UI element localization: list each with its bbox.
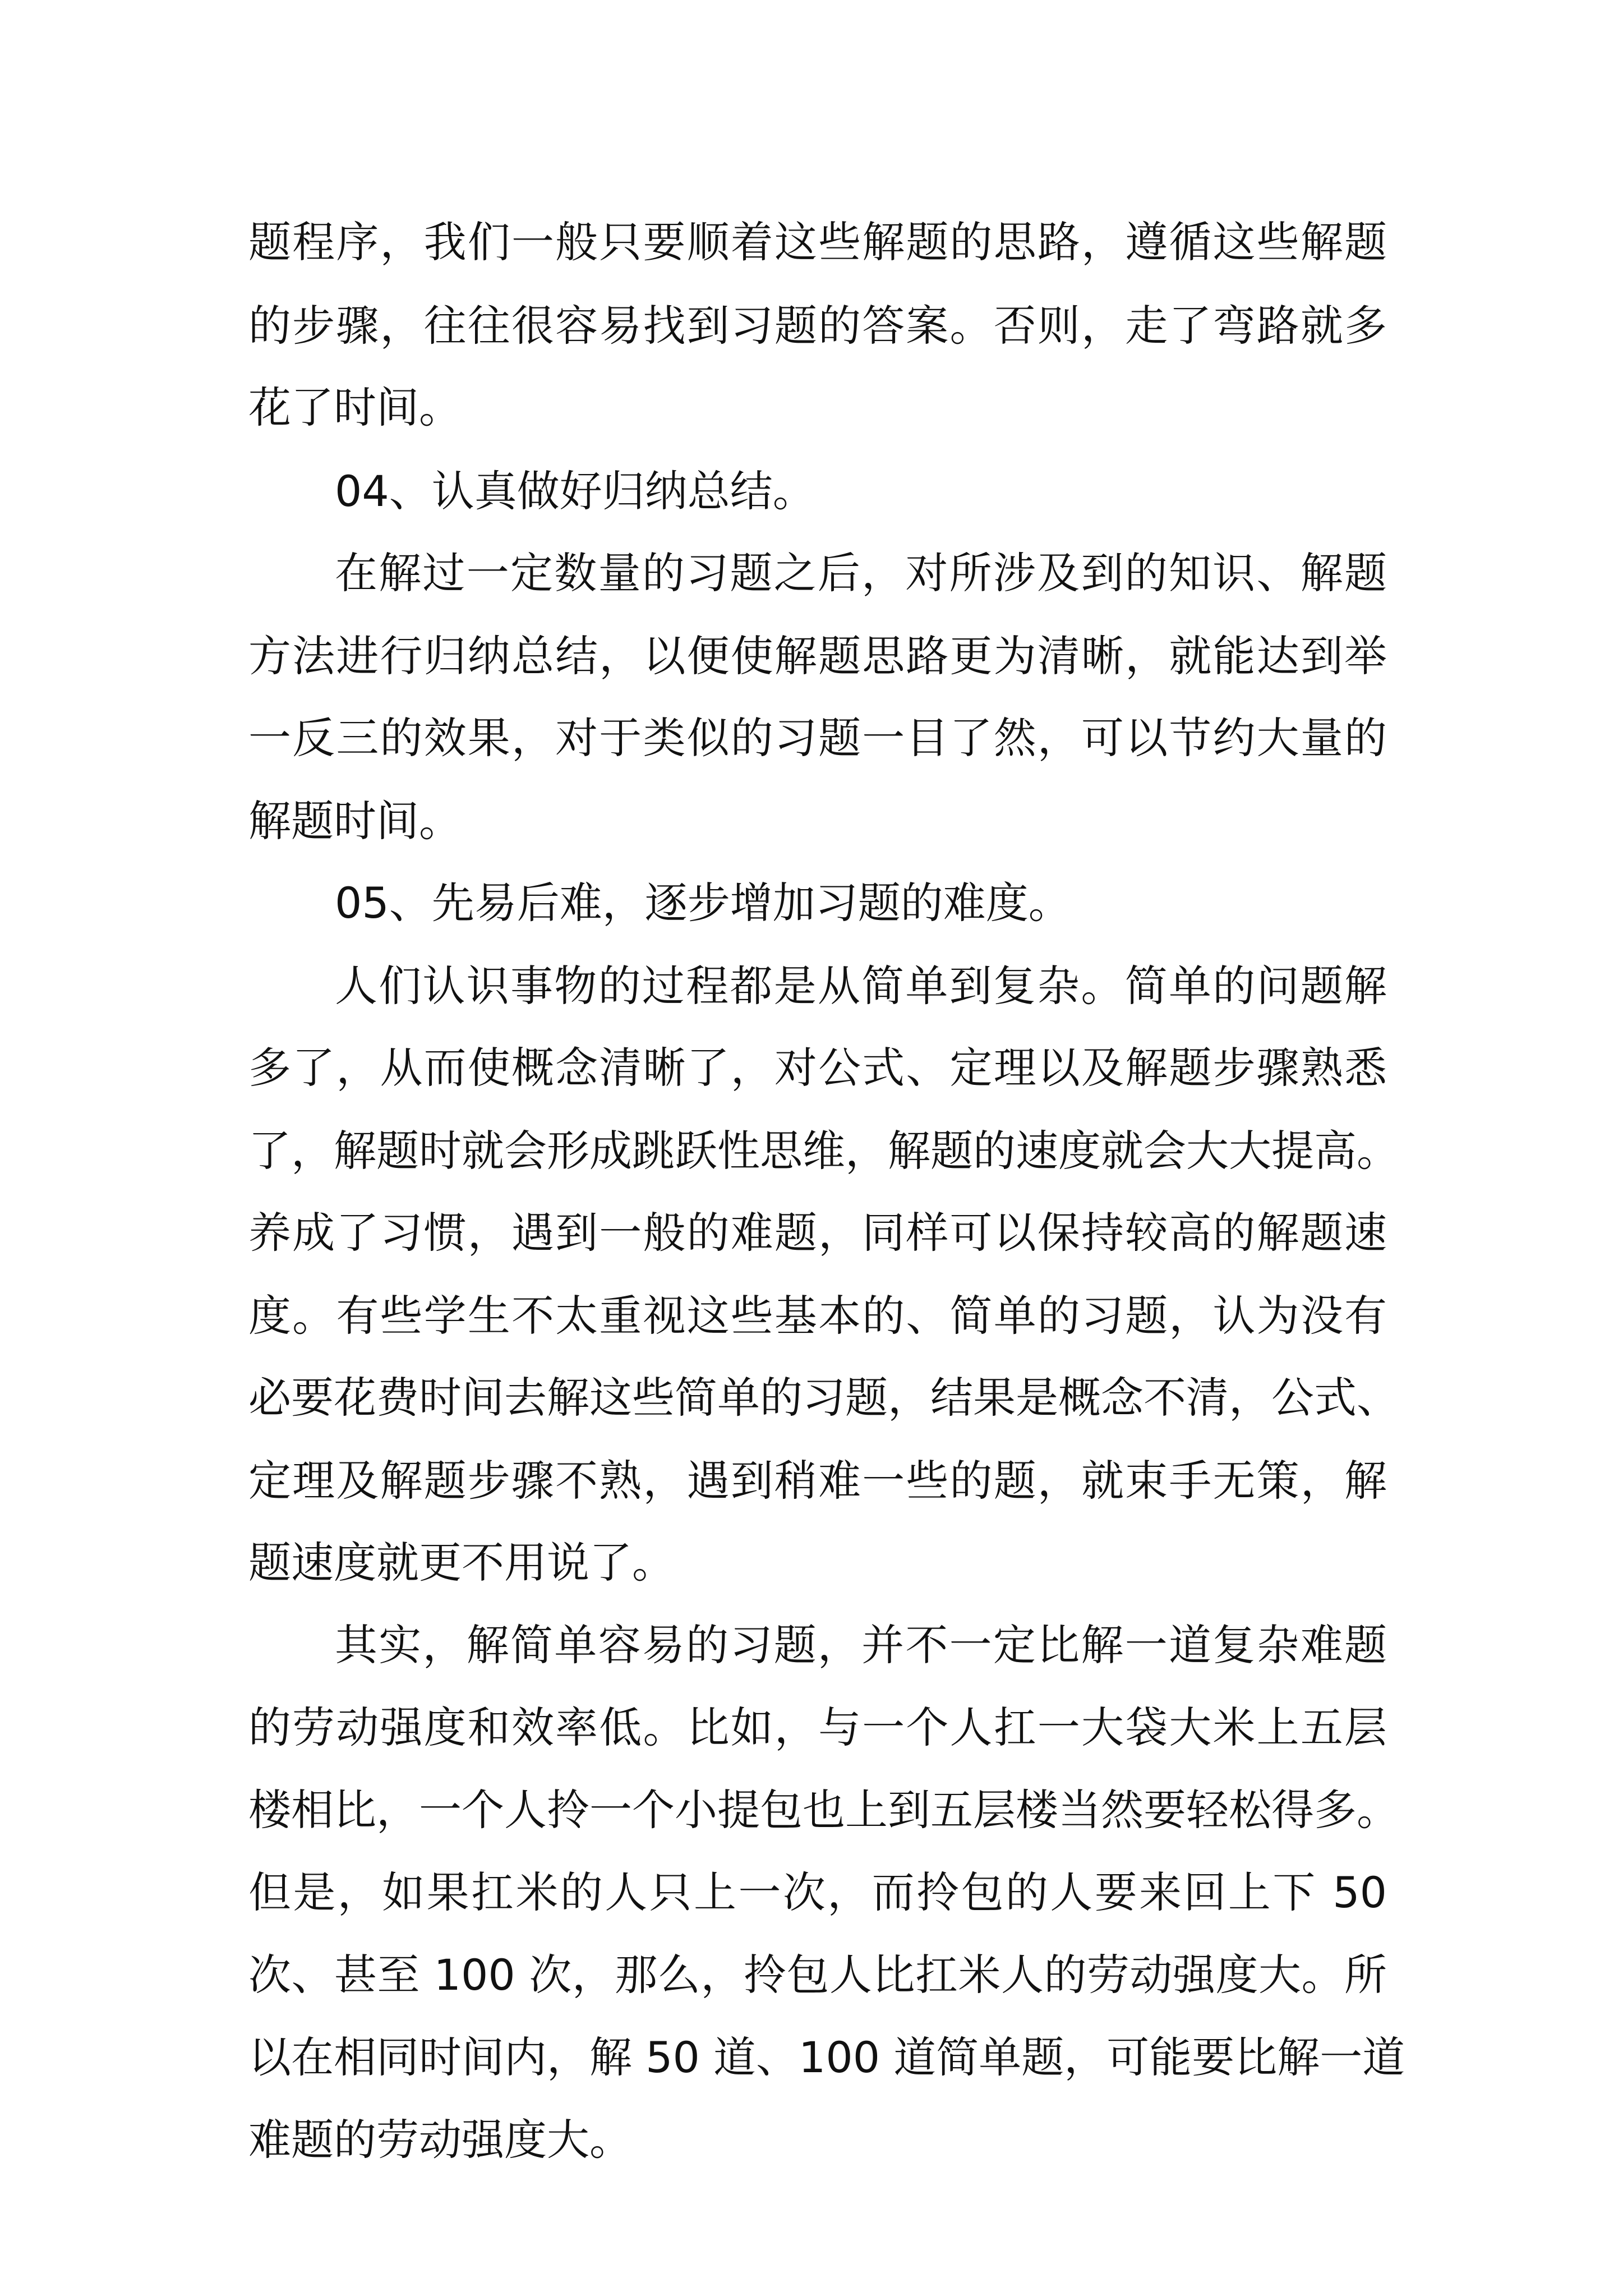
text-line: 次、甚至 100 次，那么，拎包人比扛米人的劳动强度大。所 [248,1950,1387,2000]
text-line: 的劳动强度和效率低。比如，与一个人扛一大袋大米上五层 [248,1703,1387,1752]
text-line: 题程序，我们一般只要顺着这些解题的思路，遵循这些解题 [248,217,1387,267]
text-line: 一反三的效果，对于类似的习题一目了然，可以节约大量的 [248,713,1387,763]
text-line: 楼相比，一个人拎一个小提包也上到五层楼当然要轻松得多。 [248,1785,1399,1835]
text-line: 度。有些学生不太重视这些基本的、简单的习题，认为没有 [248,1291,1387,1341]
text-line: 多了，从而使概念清晰了，对公式、定理以及解题步骤熟悉 [248,1043,1387,1093]
text-line: 的步骤，往往很容易找到习题的答案。否则，走了弯路就多 [248,301,1387,351]
text-line: 定理及解题步骤不熟，遇到稍难一些的题，就束手无策，解 [248,1456,1387,1506]
text-line: 但是，如果扛米的人只上一次，而拎包的人要来回上下 50 [248,1867,1387,1917]
text-line: 方法进行归纳总结，以便使解题思路更为清晰，就能达到举 [248,631,1387,681]
text-line: 了，解题时就会形成跳跃性思维，解题的速度就会大大提高。 [248,1126,1399,1176]
text-line: 人们认识事物的过程都是从简单到复杂。简单的问题解 [335,961,1387,1011]
section-heading: 04、认真做好归纳总结。 [335,466,815,516]
text-line: 必要花费时间去解这些简单的习题，结果是概念不清，公式、 [248,1373,1399,1423]
text-line: 以在相同时间内，解 50 道、100 道简单题，可能要比解一道 [248,2032,1405,2082]
text-line: 养成了习惯，遇到一般的难题，同样可以保持较高的解题速 [248,1208,1387,1258]
text-line: 题速度就更不用说了。 [248,1538,675,1588]
text-line: 在解过一定数量的习题之后，对所涉及到的知识、解题 [335,548,1387,598]
text-line: 解题时间。 [248,796,462,846]
text-line: 难题的劳动强度大。 [248,2115,632,2165]
section-heading: 05、先易后难，逐步增加习题的难度。 [335,878,1071,928]
text-line: 花了时间。 [248,383,462,432]
text-line: 其实，解简单容易的习题，并不一定比解一道复杂难题 [335,1620,1387,1670]
